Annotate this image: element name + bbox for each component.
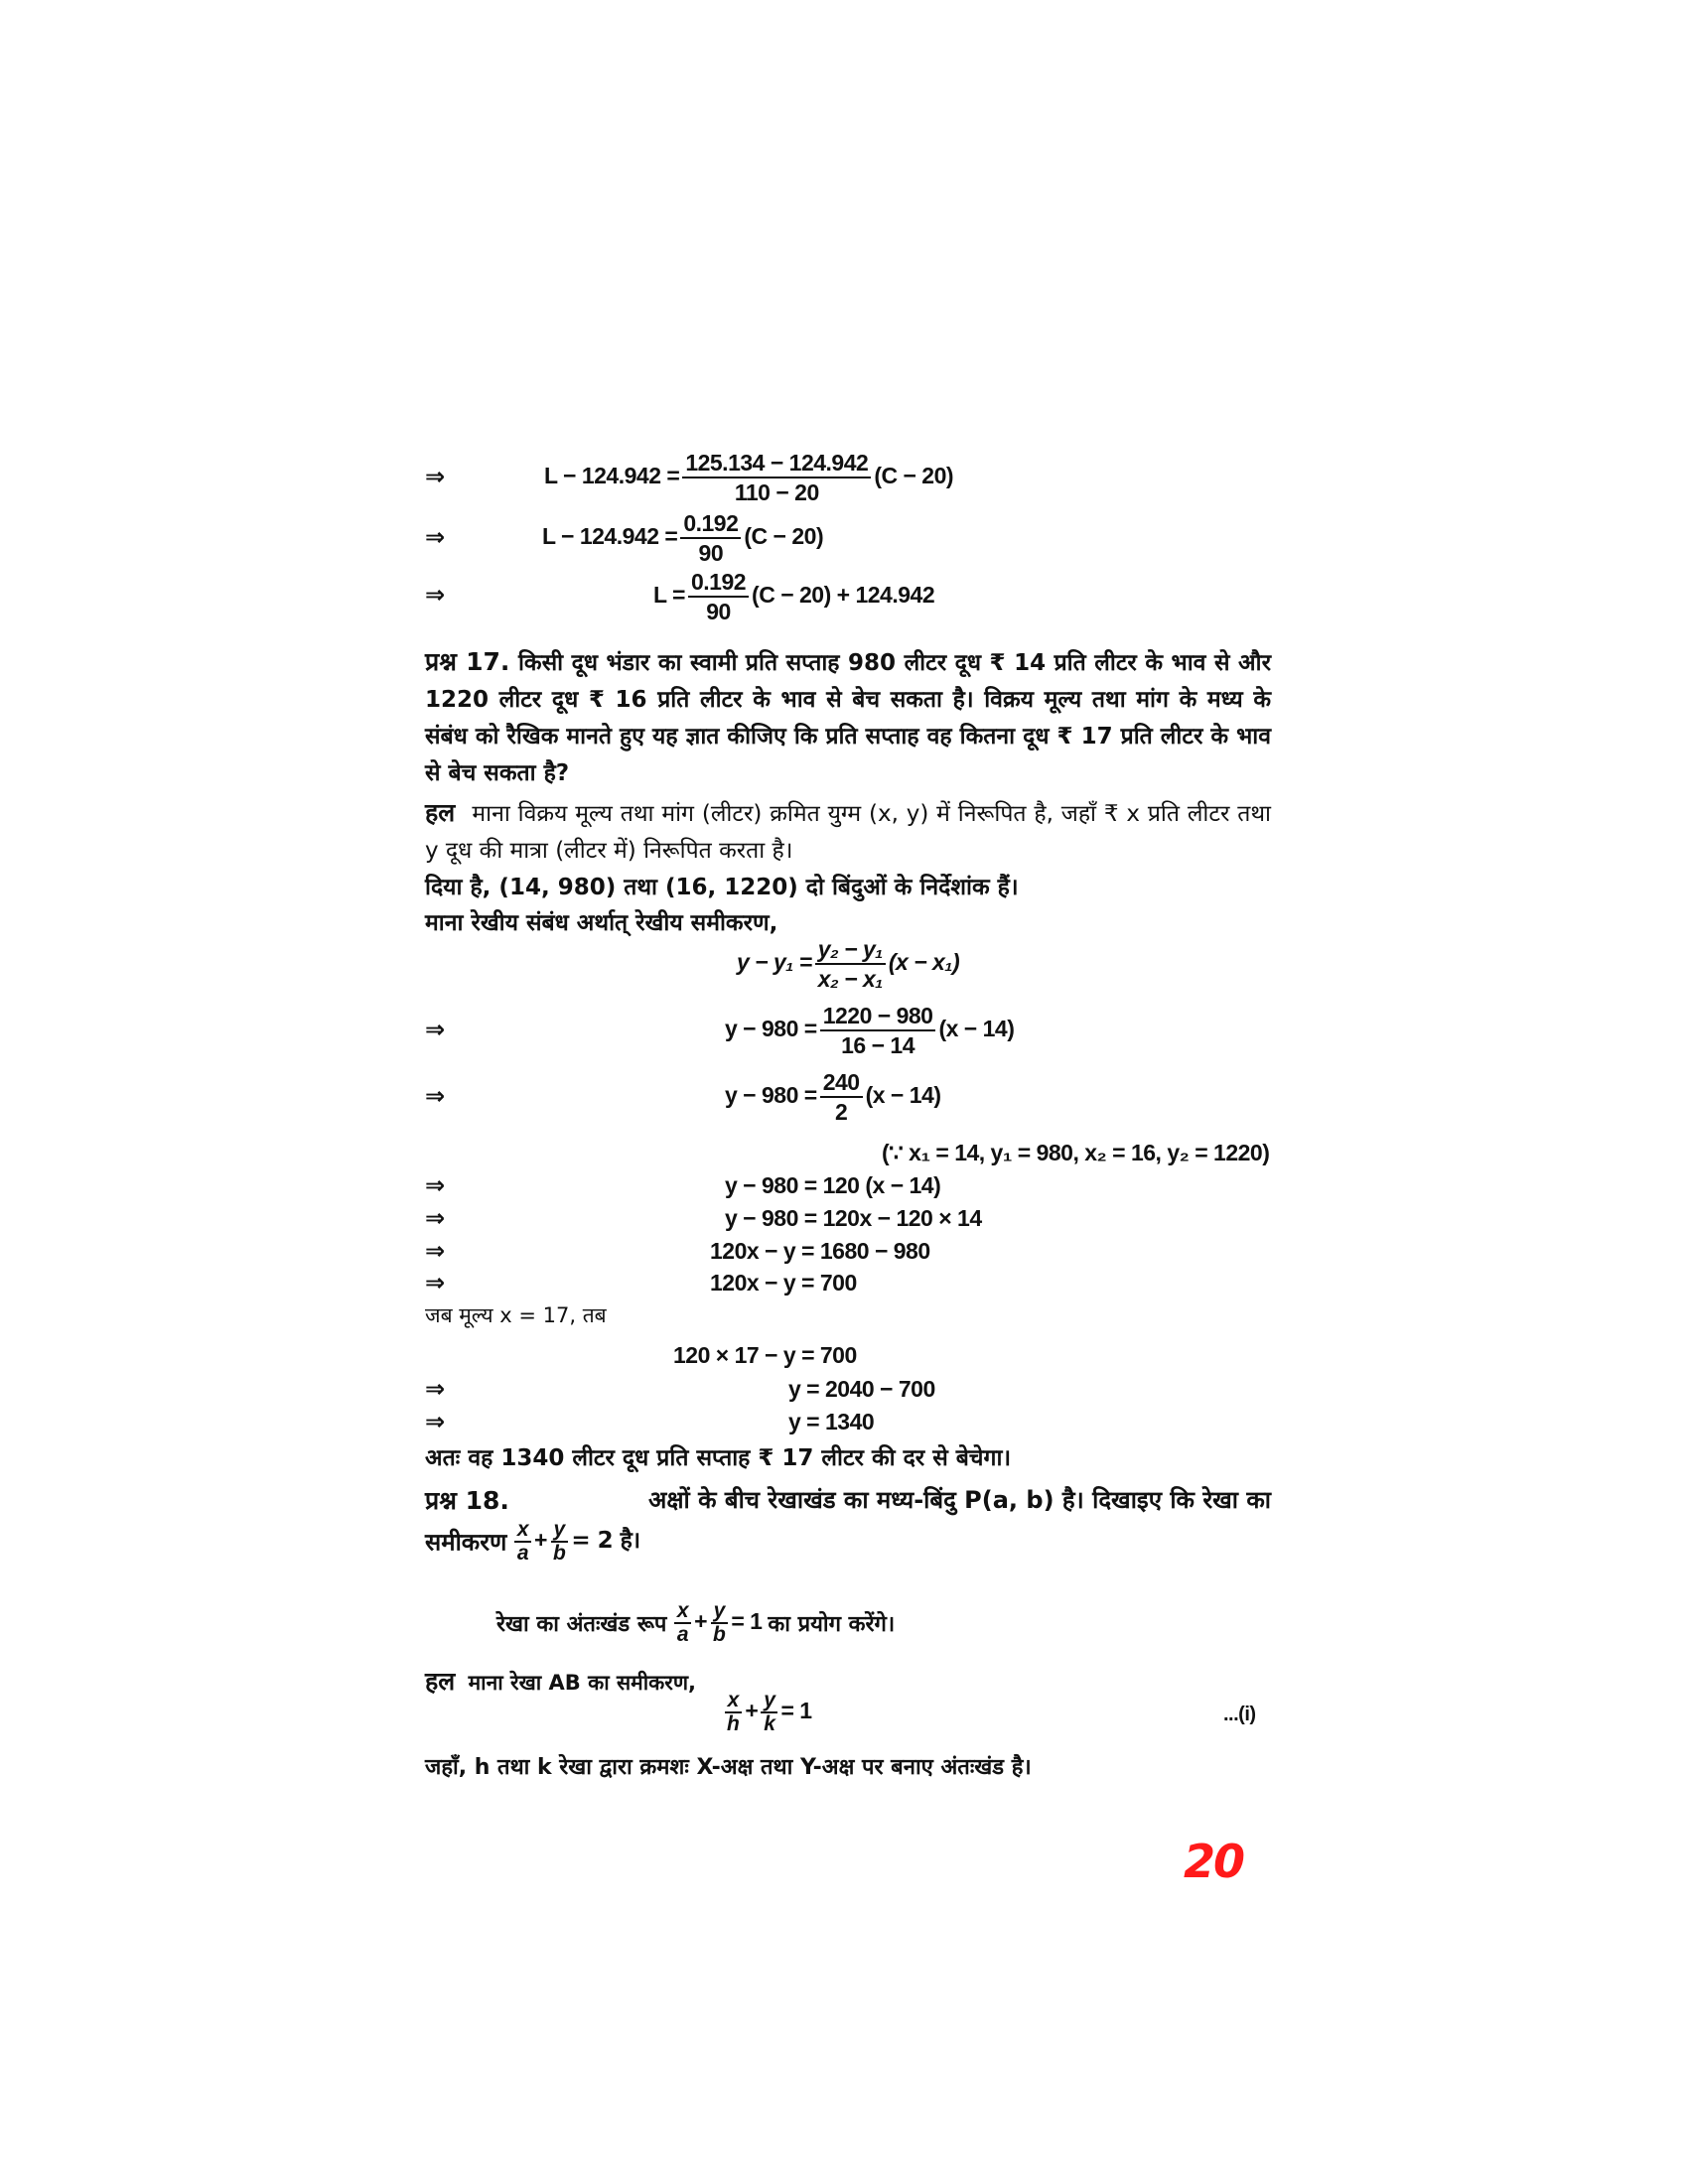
equation-lhs: L − 124.942 = <box>542 523 678 550</box>
implies-arrow: ⇒ <box>425 524 446 551</box>
equation-rhs: = 1 <box>780 1698 812 1724</box>
equation-rhs: (C − 20) + 124.942 <box>752 582 935 609</box>
fraction-denominator: h <box>727 1712 740 1735</box>
fraction-denominator: a <box>676 1623 689 1646</box>
solution-18-intro <box>425 1664 696 1698</box>
implies-arrow: ⇒ <box>425 464 446 490</box>
implies-arrow: ⇒ <box>425 1376 446 1403</box>
solution-step-1 <box>725 1002 1014 1059</box>
fraction-denominator: b <box>713 1623 726 1646</box>
equation-lhs: y − y₁ = <box>737 949 812 976</box>
implies-arrow: ⇒ <box>425 1409 446 1435</box>
equation-lhs: y − 980 = <box>725 1016 817 1042</box>
equation-lhs: L − 124.942 = <box>544 463 680 489</box>
question-label: प्रश्न 18. <box>425 1486 509 1515</box>
equation-rhs: = 2 है। <box>571 1528 640 1555</box>
fraction-numerator: y₂ − y₁ <box>815 935 886 965</box>
hint-suffix: का प्रयोग करेंगे। <box>768 1612 896 1637</box>
fraction-numerator: 0.192 <box>680 509 741 539</box>
fraction-denominator: 110 − 20 <box>734 479 819 505</box>
fraction-denominator: x₂ − x₁ <box>817 966 883 992</box>
implies-arrow: ⇒ <box>425 582 446 609</box>
fraction-numerator: 240 <box>820 1068 863 1098</box>
assume-linear-text: माना रेखीय संबंध अर्थात् रेखीय समीकरण, <box>425 910 778 936</box>
conclusion-text: अतः वह 1340 लीटर दूध प्रति सप्ताह ₹ 17 लीटर की दर से बेचेगा। <box>425 1445 1012 1471</box>
fraction-numerator: x <box>725 1690 742 1713</box>
question-text: अक्षों के बीच रेखाखंड का मध्य-बिंदु P(a, b) है। दिखाइए कि रेखा का <box>647 1486 1271 1514</box>
equation-rhs: (x − 14) <box>938 1016 1015 1042</box>
solution-step-6: 120x − y = 700 <box>710 1270 857 1296</box>
substitution-annotation: (∵ x₁ = 14, y₁ = 980, x₂ = 16, y₂ = 1220) <box>882 1140 1270 1165</box>
hint-18 <box>496 1600 895 1646</box>
question-text: किसी दूध भंडार का स्वामी प्रति सप्ताह 980 लीटर दूध ₹ 14 प्रति लीटर के भाव से और 1220 लीटर दूध ₹ 16 प्रति लीटर के भाव से बेच सकता है। विक्रय मूल्य तथा मांग के मध्य के संबंध को रैखिक मानते हुए यह ज्ञात कीजिए कि प्रति सप्ताह वह कितना दूध ₹ 17 प्रति लीटर के भाव से बेच सकता है? <box>425 650 1271 786</box>
intercept-form-equation <box>721 1690 812 1735</box>
fraction-numerator: x <box>514 1519 531 1543</box>
equation-rhs: (x − x₁) <box>888 949 960 976</box>
hint-prefix: रेखा का अंतःखंड रूप <box>496 1612 667 1637</box>
fraction-denominator: 90 <box>698 540 724 566</box>
fraction-numerator: 1220 − 980 <box>820 1002 936 1031</box>
equation-tag: ...(i) <box>1223 1704 1256 1725</box>
question-18-line-2 <box>425 1519 640 1565</box>
fraction-numerator: y <box>711 1600 728 1624</box>
question-text: समीकरण <box>425 1528 507 1557</box>
page-number: 20 <box>1184 1835 1244 1888</box>
fraction-denominator: 90 <box>706 599 731 624</box>
solution-step-9: y = 1340 <box>788 1409 875 1434</box>
solution-step-8: y = 2040 − 700 <box>788 1376 935 1402</box>
when-x-17-text: जब मूल्य x = 17, तब <box>425 1303 607 1327</box>
fraction-numerator: y <box>551 1519 568 1543</box>
plus-sign: + <box>534 1527 547 1554</box>
solution-step-2 <box>725 1068 940 1126</box>
implies-arrow: ⇒ <box>425 1270 446 1297</box>
plus-sign: + <box>694 1608 707 1635</box>
fraction-numerator: x <box>674 1600 691 1624</box>
fraction-denominator: 2 <box>834 1099 848 1125</box>
solution-intro-text: माना रेखा AB का समीकरण, <box>468 1671 697 1695</box>
solution-label: हल <box>425 1667 456 1696</box>
fraction-denominator: b <box>552 1542 566 1565</box>
fraction-numerator: 125.134 − 124.942 <box>682 449 871 478</box>
equation-lhs: L = <box>653 582 685 609</box>
fraction-denominator: k <box>764 1712 775 1735</box>
question-18-line-1 <box>425 1483 1271 1517</box>
plus-sign: + <box>745 1698 759 1724</box>
equation-lhs: y − 980 = <box>725 1082 817 1109</box>
equation-rhs: (C − 20) <box>874 463 954 489</box>
two-point-formula <box>737 935 959 993</box>
given-points-text: दिया है, (14, 980) तथा (16, 1220) दो बिंदुओं के निर्देशांक हैं। <box>425 875 1019 900</box>
solution-step-3: y − 980 = 120 (x − 14) <box>725 1172 941 1198</box>
where-text: जहाँ, h तथा k रेखा द्वारा क्रमशः X-अक्ष तथा Y-अक्ष पर बनाए अंतःखंड है। <box>425 1755 1032 1780</box>
solution-step-4: y − 980 = 120x − 120 × 14 <box>725 1205 982 1231</box>
solution-step-5: 120x − y = 1680 − 980 <box>710 1238 930 1264</box>
fraction-numerator: y <box>761 1690 777 1713</box>
solution-label: हल <box>425 798 456 827</box>
fraction-denominator: 16 − 14 <box>841 1032 915 1058</box>
solution-17-intro <box>425 794 1271 870</box>
implies-arrow: ⇒ <box>425 1083 446 1110</box>
question-17 <box>425 643 1271 792</box>
implies-arrow: ⇒ <box>425 1238 446 1265</box>
question-label: प्रश्न 17. <box>425 647 510 676</box>
solution-intro-text: माना विक्रय मूल्य तथा मांग (लीटर) क्रमित युग्म (x, y) में निरूपित है, जहाँ ₹ x प्रति लीटर तथा y दूध की मात्रा (लीटर में) निरूपित करता है। <box>425 801 1272 864</box>
equation-rhs: (x − 14) <box>865 1082 941 1109</box>
equation-rhs: (C − 20) <box>744 523 824 550</box>
implies-arrow: ⇒ <box>425 1017 446 1043</box>
fraction-numerator: 0.192 <box>688 568 749 598</box>
solution-step-7: 120 × 17 − y = 700 <box>673 1342 857 1368</box>
fraction-denominator: a <box>516 1542 529 1565</box>
implies-arrow: ⇒ <box>425 1205 446 1232</box>
implies-arrow: ⇒ <box>425 1172 446 1199</box>
equation-rhs: = 1 <box>731 1608 763 1635</box>
